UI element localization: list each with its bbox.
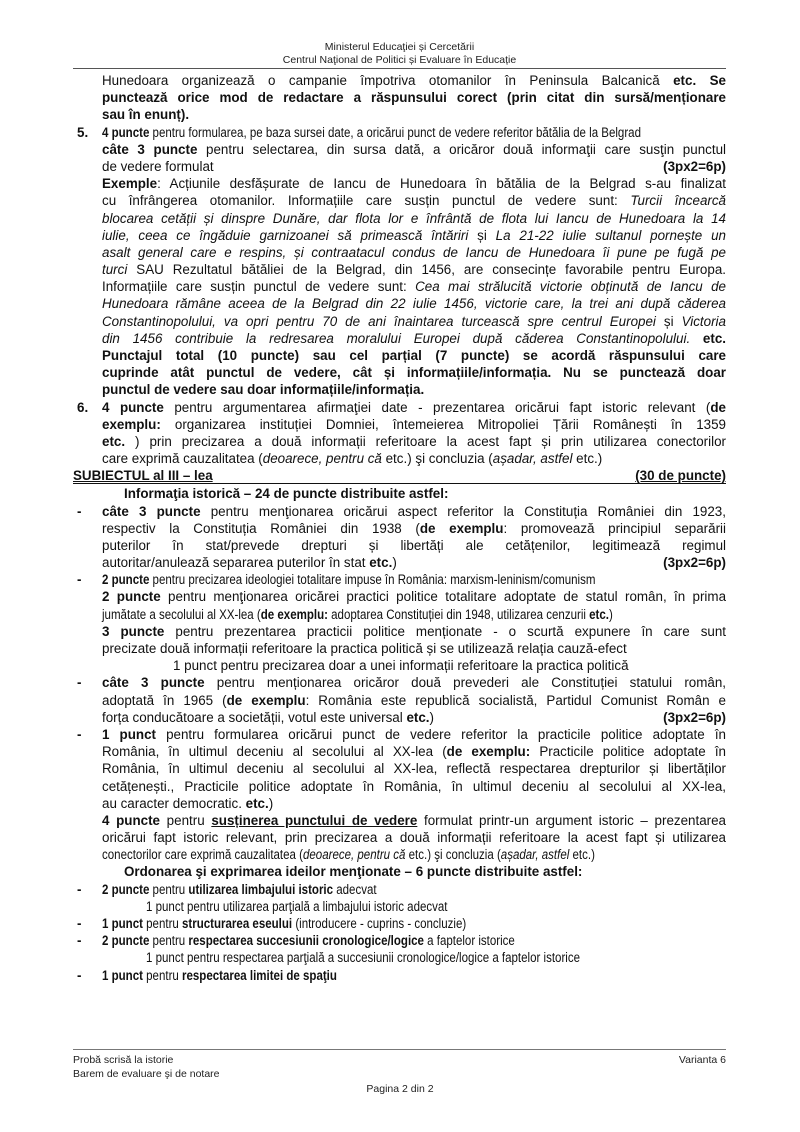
text: pentru [160,812,212,828]
text-bold: etc. [589,606,609,622]
text-italic: turci [102,262,128,278]
text: pentru formularea, pe baza sursei date, a oricărui punct de vedere referitor bătălia de la Belgrad [149,124,641,140]
criterion-structure [73,915,726,932]
text-bold-underlined: susținerea punctului de vedere [211,812,418,828]
text-bold: 4 puncte [102,399,164,415]
section-points: (30 de puncte) [635,468,726,484]
text: pentru selectarea, din sursa dată, a oricăror două informaţii care susţin punctul [197,141,726,157]
text-italic: asalt general care e respins, și contraatacul condus de Iancu de Hunedoara îi pune pe fugă pe [102,244,726,260]
text: Hunedoara organizează o campanie împotriva otomanilor în Peninsula Balcanică [102,73,674,88]
text-bold: respectarea limitei de spaţiu [182,967,337,983]
text-italic: din 1456 contribuie la redresarea moralului Europei după căderea Constantinopolului. [102,330,691,346]
text-bold: de exemplu [419,520,504,536]
item-number: 5. [77,124,89,140]
text-bold: câte 3 puncte [102,503,201,519]
text-bold: 2 puncte [102,933,150,949]
text: ) prin precizarea a două informații referitoare la acest fapt și prin utilizarea conectorilor [125,433,726,449]
text: pentru [142,916,183,931]
page-number: Pagina 2 din 2 [366,1083,434,1095]
text-bold: exemplu: [102,416,161,432]
text: pentru prezentarea practicii politice menționate - o scurtă expunere în care sunt [164,623,726,639]
text-italic: Hunedoara rămâne aceea de la Belgrad din 22 iulie 1456, victorie care, la trei ani după căderea [102,296,726,312]
text-italic: Cea mai strălucită victorie obținută de Iancu de [415,279,726,295]
text: pentru formularea oricărui punct de vedere referitor la practicile politice adoptate în [156,726,726,742]
text: precizate două informații referitoare la practica politică și se utilizează relația cauză-efect [102,641,627,656]
text: forța conducătoare a societății, votul este universal [102,709,407,725]
text: adoptată în 1965 ( [102,692,227,708]
text-bold: structurarea eseului [182,916,293,931]
text-italic: deoarece, pentru că [262,451,382,467]
text: pentru precizarea ideologiei totalitare impuse în România: marxism-leninism/comunism [149,572,596,588]
text-bold: 2 puncte [102,572,150,588]
bullet-dash: - [77,967,82,983]
text-bold: 1 punct [102,916,143,931]
text: ) [392,555,397,571]
text: adecvat [333,881,377,897]
text: organizarea instituției Domniei, întemeierea Mitropoliei Țării Românești în 1359 [160,416,726,432]
text: pentru menționarea oricăror două prevederi ale Constituției statului român, [204,675,726,691]
text-bold: de exemplu: [446,744,531,760]
bullet-dash: - [77,572,82,588]
text: pentru [149,881,189,897]
text: pentru argumentarea afirmaţiei date - prezentarea oricărui fapt istoric relevant ( [163,399,711,415]
text: și [655,313,682,329]
text: România, în ultimul deceniu al secolului al XX-lea, reflectă respectarea drepturilor și libertăților [102,761,726,777]
text-bold: 2 puncte [102,589,161,605]
item-5 [73,124,726,399]
bullet-dash: - [77,503,82,519]
text-bold: de [710,399,726,415]
text-bold: sau în enunț). [102,107,190,123]
text-bold: de exemplu [226,692,306,708]
text-bold: etc. [245,795,269,811]
text: 1 punct pentru respectarea parţială a succesiunii cronologice/logice a faptelor istorice [146,950,581,966]
text-bold: etc. [369,555,393,571]
text: etc.) şi concluzia ( [405,847,501,863]
text: ) [268,795,274,811]
text: autoritar/anulează separarea puterilor în stat [102,555,370,571]
text: : promovează principiul separării [503,520,726,536]
criterion-totalitarian [73,571,726,674]
item-4-continuation [73,72,726,124]
bullet-dash: - [77,726,82,742]
criterion-viewpoint [73,726,726,864]
text: (introducere - cuprins - concluzie) [292,916,467,931]
score-label: (3px2=6p) [663,158,726,174]
text: etc.) [572,451,603,467]
text: pentru [149,933,189,949]
document-body [73,72,726,984]
text-bold: 4 puncte [102,124,150,140]
text: pentru [142,967,183,983]
text-bold: etc. [102,433,126,449]
text-bold: utilizarea limbajului istoric [188,881,334,897]
footer-variant: Varianta 6 [678,1054,726,1066]
text: România, în ultimul deceniu al secolului al XX-lea ( [102,744,447,760]
text-bold: câte 3 puncte [102,675,205,691]
text-italic: Constantinopolului, va opri pentru 70 de ani înaintarea turcească spre centrul Europei [102,313,656,329]
text-bold: cuprinde atât punctul de vedere, cât și informațiile/informația. Nu se punctează doar [102,365,726,381]
text-bold: câte 3 puncte [102,141,198,157]
text: pentru menţionarea oricărei practici politice totalitare adoptate de statul român, în prima [160,589,726,605]
footer-document-type: Barem de evaluare şi de notare [73,1068,220,1080]
text: care exprimă cauzalitatea ( [102,451,263,467]
text: 1 punct pentru precizarea doar a unei informații referitoare la practica politică [173,658,629,674]
text-italic: Victoria [681,313,726,329]
score-label: (3px2=6p) [663,709,726,725]
score-label: (3px2=6p) [663,555,726,571]
text: respectiv la Constituția României din 1938 ( [102,520,420,536]
text-bold: Punctajul total (10 puncte) sau cel parțial (7 puncte) se acordă răspunsului care [102,348,726,363]
text: pentru menţionarea oricărui aspect referitor la Constituția României din 1923, [200,503,726,519]
header-ministry: Ministerul Educaţiei și Cercetării [324,41,475,53]
text: : Acțiunile desfășurate de Iancu de Hunedoara în bătălia de la Belgrad s-au finalizat [157,176,726,192]
text-bold: punctează orice mod de redactare a răspunsului corect (prin citat din sursă/menționare [102,90,726,106]
text-bold: Exemple [102,176,158,192]
text: și [468,227,496,243]
text-italic: iulie, ceea ce îngăduie garnizoanei să primească întăriri [102,227,469,243]
criterion-language [73,881,726,915]
text-italic: așadar, astfel [492,451,573,467]
text: de vedere formulat [102,158,214,174]
bullet-dash: - [77,881,82,897]
section-title: SUBIECTUL al III – lea [73,468,213,484]
text-bold: 4 puncte [102,812,161,828]
text: conectorilor care exprimă cauzalitatea ( [102,847,303,863]
text-bold: 2 puncte [102,881,150,897]
item-number: 6. [77,399,89,415]
subsection-heading-ordering: Ordonarea şi exprimarea ideilor menţionate – 6 puncte distribuite astfel: [124,864,583,880]
text: a faptelor istorice [423,933,515,949]
criterion-space-limit [73,967,726,984]
criterion-1923-1938 [73,503,726,572]
text-italic: așadar, astfel [500,847,570,863]
header-divider [73,68,726,69]
text: Practicile politice adoptate în [530,744,726,760]
text-italic: blocarea cetății și dinspre Dunăre, dar flota lor e înfrântă de flota lui Iancu de Hunedoara la 14 [102,210,726,226]
item-6 [73,399,726,468]
footer-divider [73,1049,726,1050]
bullet-dash: - [77,916,82,931]
text: oricărui fapt istoric relevant, prin precizarea a două informații referitoare la acest fapt și utilizarea [102,830,726,846]
text: Informațiile care susțin punctul de vedere sunt: [102,279,416,295]
footer-exam-name: Probă scrisă la istorie [73,1054,174,1066]
text: : România este republică socialistă, Partidul Comunist Român e [305,692,726,708]
footer-left [73,1053,220,1081]
text: etc.) [569,847,595,863]
text-italic: deoarece, pentru că [302,847,406,863]
text: ) [608,606,613,622]
text: puterilor în stat/prevede drepturi și libertăți ale cetățenilor, legitimează regimul [102,537,726,553]
text: ) [429,709,434,725]
text: cu înfrângerea otomanilor. Informațiile care susțin punctul de vedere sunt: [102,193,631,209]
text: formulat printr-un argument istoric – prezentarea [417,812,726,828]
subsection-heading-historical-info: Informaţia istorică – 24 de puncte distribuite astfel: [124,486,449,502]
bullet-dash: - [77,675,82,691]
criterion-chronology [73,932,726,966]
text: jumătate a secolului al XX-lea ( [102,606,261,622]
text-italic: La 21-22 iulie sultanul pornește un [495,227,726,243]
text-bold: etc. [690,330,726,346]
text-bold: de exemplu: [260,606,328,622]
section-heading-subject-3 [73,467,726,484]
text-bold: etc. [406,709,430,725]
criterion-1965 [73,674,726,726]
text: adoptarea Constituției din 1948, utilizarea cenzurii [327,606,590,622]
text-bold: etc. Se [673,73,726,88]
page-header [73,41,726,67]
text: SAU Rezultatul bătăliei de la Belgrad, din 1456, are consecințe favorabile pentru Europa. [127,262,726,278]
text-bold: 1 punct [102,726,156,742]
text-italic: Turcii încearcă [630,193,726,209]
text-bold: respectarea succesiunii cronologice/logice [188,933,424,949]
bullet-dash: - [77,933,82,949]
text: etc.) şi concluzia ( [381,451,493,467]
text-bold: 1 punct [102,967,143,983]
text-bold: punctul de vedere sau doar informațiile/informația. [102,382,425,398]
text: cetățenești., Practicile politice adoptate în România, în ultimul deceniu al secolului al XX-lea, [102,778,726,794]
text-bold: 3 puncte [102,623,165,639]
text: au caracter democratic. [102,795,246,811]
header-center: Centrul Naţional de Politici și Evaluare în Educație [282,54,517,66]
text: 1 punct pentru utilizarea parţială a limbajului istoric adecvat [146,898,448,914]
